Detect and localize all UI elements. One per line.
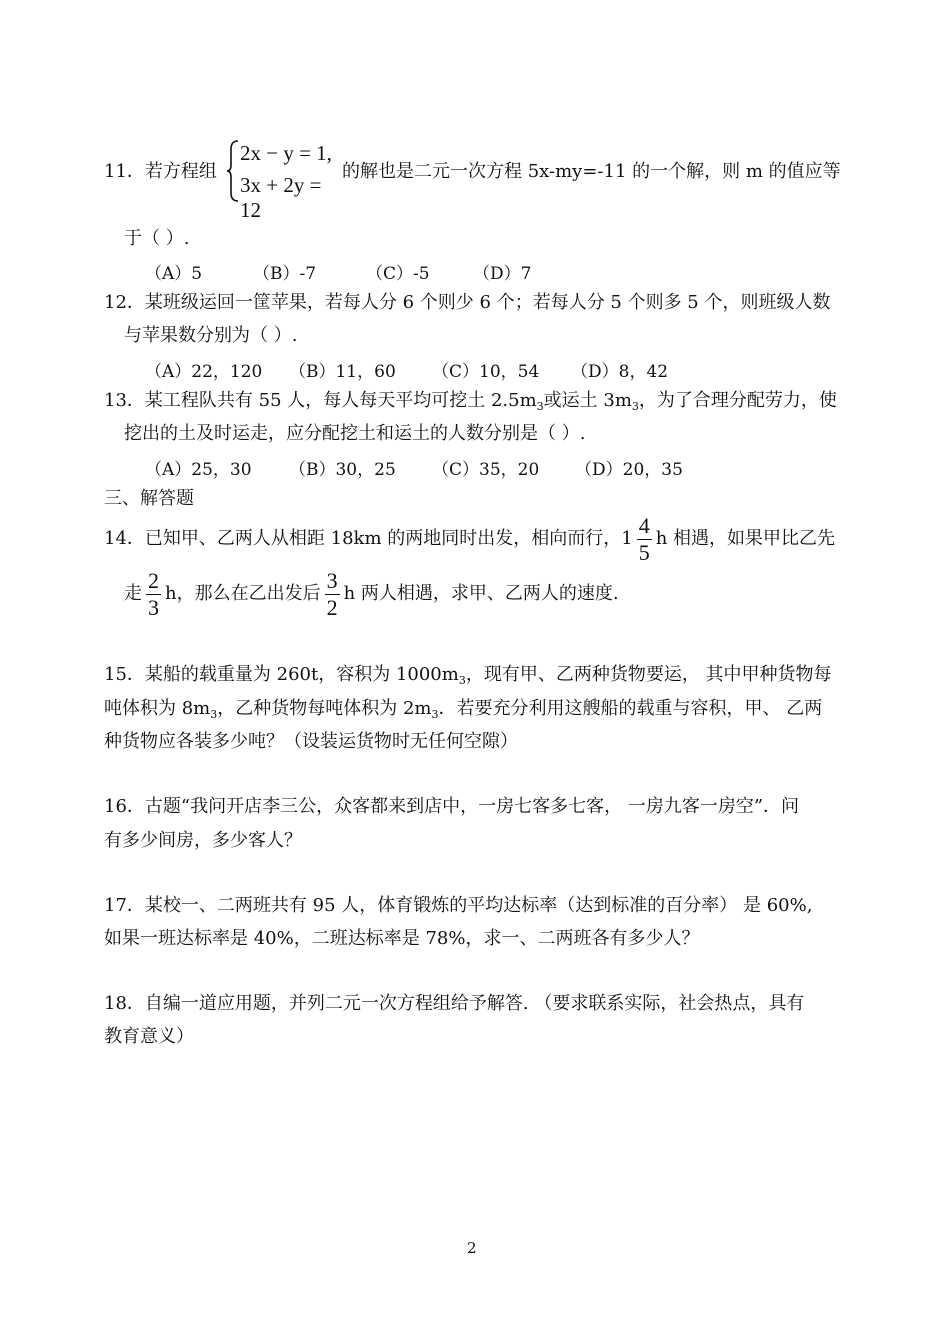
q15-line2 <box>104 697 822 723</box>
q16-text-1: 古题“我问开店李三公，众客都来到店中，一房七客多七客， 一房九客一房空”．问 <box>144 796 800 817</box>
unit-superscript: 3 <box>536 400 544 413</box>
q18-number: 18． <box>104 993 145 1014</box>
q11-choice-d: （D）7 <box>473 264 532 284</box>
q13-choice-c: （C）35，20 <box>432 460 540 480</box>
q11-pre: 若方程组 <box>144 161 217 182</box>
q16-line1 <box>104 795 799 819</box>
q16-number: 16． <box>104 796 145 817</box>
unit-superscript: 3 <box>431 708 439 721</box>
q11-equation-1: 2x − y = 1, <box>240 141 332 165</box>
q11-post: 的解也是二元一次方程 5x-my=-11 的一个解，则 m 的值应等 <box>342 161 841 182</box>
q17-text-1: 某校一、二两班共有 95 人，体育锻炼的平均达标率（达到标准的百分率） 是 60%, <box>144 895 813 916</box>
q12-line2: 与苹果数分别为（ ）. <box>124 325 298 346</box>
q13-line1 <box>104 389 837 415</box>
q16-line2: 有多少间房，多少客人？ <box>104 830 302 851</box>
q13-number: 13． <box>104 390 145 411</box>
q13-text-1c: ，为了合理分配劳力，使 <box>638 390 837 411</box>
left-brace-icon <box>226 139 240 203</box>
q12-choice-a: （A）22，120 <box>145 362 263 382</box>
q14-text-2c: h 两人相遇，求甲、乙两人的速度. <box>343 583 619 604</box>
q11-continuation: 于（ ）. <box>124 228 190 249</box>
q15-number: 15． <box>104 664 145 685</box>
q15-text-2a: 吨体积为 8m <box>104 698 211 719</box>
q15-text-1a: 某船的载重量为 260t，容积为 1000m <box>144 664 459 685</box>
q13-text-1b: 或运土 3m <box>543 390 632 411</box>
q14-text-1a: 已知甲、乙两人从相距 18km 的两地同时出发，相向而行，1 <box>144 528 633 549</box>
fraction-3-2 <box>325 567 340 620</box>
fraction-denominator: 3 <box>148 594 159 620</box>
q13-text-1a: 某工程队共有 55 人，每人每天平均可挖土 2.5m <box>144 390 537 411</box>
fraction-denominator: 5 <box>638 539 650 565</box>
q11-equation-2: 3x + 2y = 12 <box>240 173 322 222</box>
q11-choice-a: （A）5 <box>145 264 203 284</box>
q17-line1 <box>104 894 812 918</box>
q15-line1 <box>104 663 832 689</box>
section-heading: 三、解答题 <box>104 488 194 509</box>
q17-line2: 如果一班达标率是 40%，二班达标率是 78%，求一、二两班各有多少人？ <box>104 928 700 949</box>
q11-line1 <box>104 160 217 184</box>
q14-line1 <box>104 510 835 568</box>
q17-number: 17． <box>104 895 145 916</box>
q12-line1 <box>104 291 831 315</box>
q18-text-1: 自编一道应用题，并列二元一次方程组给予解答. （要求联系实际，社会热点，具有 <box>144 993 805 1014</box>
unit-superscript: 3 <box>210 708 218 721</box>
q15-text-1b: ，现有甲、乙两种货物要运， 其中甲种货物每 <box>465 664 832 685</box>
q12-choice-b: （B）11，60 <box>289 362 396 382</box>
q11-choice-b: （B）-7 <box>253 264 317 284</box>
fraction-numerator: 2 <box>148 567 159 593</box>
q18-line2: 教育意义） <box>104 1026 194 1047</box>
page-number: 2 <box>467 1239 477 1257</box>
unit-superscript: 3 <box>631 400 639 413</box>
q14-text-2a: 走 <box>124 583 142 604</box>
q13-choice-d: （D）20，35 <box>575 460 683 480</box>
fraction-denominator: 2 <box>326 594 338 620</box>
q11-choice-c: （C）-5 <box>366 264 430 284</box>
q11-equation-system <box>226 139 346 222</box>
q13-choice-a: （A）25，30 <box>145 460 252 480</box>
q18-line1 <box>104 992 804 1016</box>
q14-number: 14． <box>104 528 145 549</box>
q15-text-2c: ．若要充分利用这艘船的载重与容积，甲、 乙两 <box>438 698 823 719</box>
q15-line3: 种货物应各装多少吨？（设装运货物时无任何空隙） <box>104 731 518 752</box>
fraction-2-3 <box>146 567 161 620</box>
fraction-numerator: 3 <box>326 567 338 593</box>
q14-text-2b: h，那么在乙出发后 <box>165 583 321 604</box>
q14-line2 <box>124 565 619 623</box>
q12-number: 12． <box>104 292 145 313</box>
fraction-4-5 <box>637 512 652 565</box>
q13-choice-b: （B）30，25 <box>289 460 396 480</box>
q11-number: 11． <box>104 161 145 182</box>
unit-superscript: 3 <box>458 674 466 687</box>
q15-text-2b: ，乙种货物每吨体积为 2m <box>217 698 432 719</box>
q13-line2: 挖出的土及时运走，应分配挖土和运土的人数分别是（ ）. <box>124 423 586 444</box>
fraction-numerator: 4 <box>638 512 650 538</box>
q12-choice-c: （C）10，54 <box>432 362 540 382</box>
q12-text-1: 某班级运回一筐苹果，若每人分 6 个则少 6 个；若每人分 5 个则多 5 个，则班级人数 <box>144 292 831 313</box>
q14-text-1b: h 相遇，如果甲比乙先 <box>655 528 836 549</box>
q12-choice-d: （D）8，42 <box>571 362 669 382</box>
